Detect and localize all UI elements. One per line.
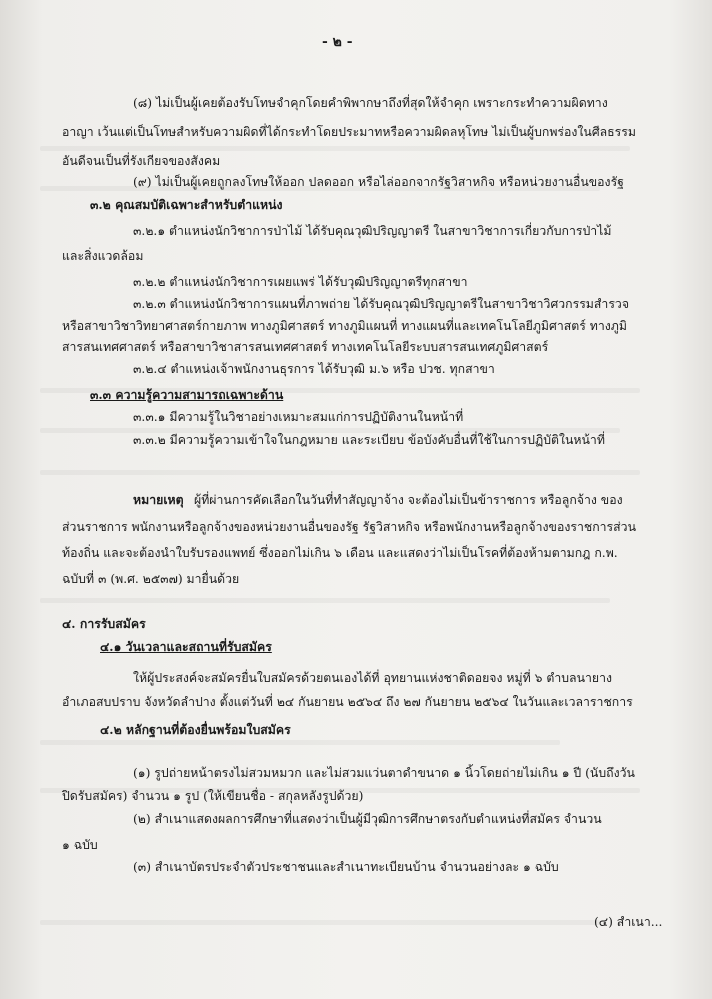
- item-8-line-1: (๘) ไม่เป็นผู้เคยต้องรับโทษจำคุกโดยคำพิพากษาถึงที่สุดให้จำคุก เพราะกระทำความผิดทาง: [133, 96, 608, 110]
- section-3-2-3-line-2: หรือสาขาวิชาวิทยาศาสตร์กายภาพ ทางภูมิศาสตร์ ทางภูมิแผนที่ ทางแผนที่และเทคโนโลยีภูมิศาสตร์ ทางภูมิ: [62, 319, 627, 333]
- section-4-2-heading: ๔.๒ หลักฐานที่ต้องยื่นพร้อมใบสมัคร: [100, 722, 291, 737]
- section-4-1-line-2: อำเภอสบปราบ จังหวัดลำปาง ตั้งแต่วันที่ ๒๔ กันยายน ๒๕๖๔ ถึง ๒๗ กันยายน ๒๕๖๔ ในวันและเวลาราชการ: [62, 695, 633, 709]
- item-9: (๙) ไม่เป็นผู้เคยถูกลงโทษให้ออก ปลดออก หรือไล่ออกจากรัฐวิสาหกิจ หรือหน่วยงานอื่นของรัฐ: [133, 175, 624, 189]
- bleed-through-mark: [40, 598, 610, 603]
- document-2-line-1: (๒) สำเนาแสดงผลการศึกษาที่แสดงว่าเป็นผู้มีวุฒิการศึกษาตรงกับตำแหน่งที่สมัคร จำนวน: [133, 812, 602, 826]
- bleed-through-mark: [40, 470, 640, 475]
- note-line-2: ส่วนราชการ พนักงานหรือลูกจ้างของหน่วยงานอื่นของรัฐ รัฐวิสาหกิจ หรือพนักงานหรือลูกจ้างของราชการส่วน: [62, 520, 636, 534]
- section-4-heading: ๔. การรับสมัคร: [62, 616, 146, 631]
- section-3-3-heading: ๓.๓ ความรู้ความสามารถเฉพาะด้าน: [90, 387, 284, 402]
- section-3-2-1-line-2: และสิ่งแวดล้อม: [62, 249, 144, 263]
- document-2-line-2: ๑ ฉบับ: [62, 838, 98, 852]
- section-3-2-4: ๓.๒.๔ ตำแหน่งเจ้าพนักงานธุรการ ได้รับวุฒิ ม.๖ หรือ ปวช. ทุกสาขา: [133, 362, 495, 376]
- section-4-1-heading: ๔.๑ วันเวลาและสถานที่รับสมัคร: [100, 639, 272, 654]
- bleed-through-mark: [40, 920, 600, 925]
- document-1-line-2: ปิดรับสมัคร) จำนวน ๑ รูป (ให้เขียนชื่อ - สกุลหลังรูปด้วย): [62, 789, 364, 803]
- section-3-2-3-line-1: ๓.๒.๓ ตำแหน่งนักวิชาการแผนที่ภาพถ่าย ได้รับคุณวุฒิปริญญาตรีในสาขาวิชาวิศวกรรมสำรวจ: [133, 297, 630, 311]
- document-1-line-1: (๑) รูปถ่ายหน้าตรงไม่สวมหมวก และไม่สวมแว่นตาดำขนาด ๑ นิ้วโดยถ่ายไม่เกิน ๑ ปี (นับถึงวัน: [133, 766, 635, 780]
- bleed-through-mark: [40, 146, 630, 151]
- page-number: - ๒ -: [322, 34, 353, 50]
- note-line-4: ฉบับที่ ๓ (พ.ศ. ๒๕๓๗) มายื่นด้วย: [62, 572, 240, 586]
- document-3: (๓) สำเนาบัตรประจำตัวประชาชนและสำเนาทะเบียนบ้าน จำนวนอย่างละ ๑ ฉบับ: [133, 860, 559, 874]
- section-3-2-heading: ๓.๒ คุณสมบัติเฉพาะสำหรับตำแหน่ง: [90, 197, 283, 212]
- section-4-1-line-1: ให้ผู้ประสงค์จะสมัครยื่นใบสมัครด้วยตนเองได้ที่ อุทยานแห่งชาติดอยจง หมู่ที่ ๖ ตำบลนายาง: [133, 671, 613, 685]
- section-3-3-2: ๓.๓.๒ มีความรู้ความเข้าใจในกฎหมาย และระเบียบ ข้อบังคับอื่นที่ใช้ในการปฏิบัติในหน้าที่: [133, 433, 605, 447]
- section-3-2-3-line-3: สารสนเทศศาสตร์ หรือสาขาวิชาสารสนเทศศาสตร์ ทางเทคโนโลยีระบบสารสนเทศภูมิศาสตร์: [62, 340, 549, 354]
- note-line-3: ท้องถิ่น และจะต้องนำใบรับรองแพทย์ ซึ่งออกไม่เกิน ๖ เดือน และแสดงว่าไม่เป็นโรคที่ต้องห้ามตามกฎ ก.พ.: [62, 546, 618, 560]
- section-3-3-1: ๓.๓.๑ มีความรู้ในวิชาอย่างเหมาะสมแก่การปฏิบัติงานในหน้าที่: [133, 410, 464, 424]
- bleed-through-mark: [40, 740, 560, 745]
- section-3-2-1-line-1: ๓.๒.๑ ตำแหน่งนักวิชาการป่าไม้ ได้รับคุณวุฒิปริญญาตรี ในสาขาวิชาการเกี่ยวกับการป่าไม้: [133, 224, 612, 238]
- note-label: หมายเหตุ: [133, 492, 184, 507]
- note-line-1: ผู้ที่ผ่านการคัดเลือกในวันที่ทำสัญญาจ้าง จะต้องไม่เป็นข้าราชการ หรือลูกจ้าง ของ: [194, 493, 623, 507]
- section-3-2-2: ๓.๒.๒ ตำแหน่งนักวิชาการเผยแพร่ ได้รับวุฒิปริญญาตรีทุกสาขา: [133, 275, 468, 289]
- continuation-marker: (๔) สำเนา...: [594, 915, 663, 929]
- item-8-line-3: อันดีจนเป็นที่รังเกียจของสังคม: [62, 154, 221, 168]
- item-8-line-2: อาญา เว้นแต่เป็นโทษสำหรับความผิดที่ได้กระทำโดยประมาทหรือความผิดลหุโทษ ไม่เป็นผู้บกพร่องในศีลธรรม: [62, 125, 636, 139]
